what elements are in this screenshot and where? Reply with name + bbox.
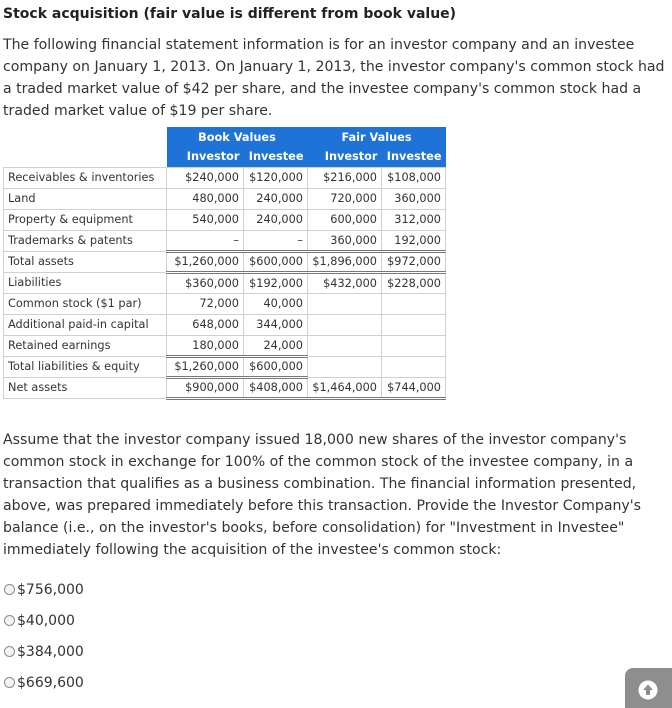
cell-fair-investee: [382, 314, 446, 335]
table-row: [4, 377, 446, 398]
choice-label: $669,600: [17, 674, 84, 691]
cell-book-investor: $900,000: [167, 377, 244, 398]
row-label: Common stock ($1 par): [4, 293, 167, 314]
column-header-book-investee: Investee: [244, 147, 308, 167]
choice-label: $40,000: [17, 612, 75, 629]
cell-fair-investor: $1,464,000: [308, 377, 382, 398]
cell-fair-investor: 600,000: [308, 209, 382, 230]
cell-book-investee: $192,000: [244, 272, 308, 293]
table-row: [4, 356, 446, 377]
cell-fair-investee: 312,000: [382, 209, 446, 230]
cell-fair-investor: 720,000: [308, 188, 382, 209]
cell-book-investee: $408,000: [244, 377, 308, 398]
cell-fair-investee: $108,000: [382, 167, 446, 188]
cell-book-investor: –: [167, 230, 244, 251]
cell-book-investee: 240,000: [244, 209, 308, 230]
row-label: Retained earnings: [4, 335, 167, 356]
book-values-header: Book Values: [167, 127, 308, 147]
row-label: Land: [4, 188, 167, 209]
cell-book-investor: 540,000: [167, 209, 244, 230]
radio-button[interactable]: [4, 584, 15, 595]
arrow-up-circle-icon: [638, 680, 658, 700]
problem-title: Stock acquisition (fair value is different from book value): [3, 6, 457, 22]
choice-label: $384,000: [17, 643, 84, 660]
cell-book-investor: $360,000: [167, 272, 244, 293]
cell-fair-investor: 360,000: [308, 230, 382, 251]
choice-option-2[interactable]: [4, 605, 84, 636]
cell-fair-investor: $1,896,000: [308, 251, 382, 272]
cell-fair-investor: [308, 335, 382, 356]
header-blank-cell: [4, 147, 167, 167]
cell-book-investor: 648,000: [167, 314, 244, 335]
cell-book-investee: 240,000: [244, 188, 308, 209]
radio-button[interactable]: [4, 615, 15, 626]
table-row: [4, 188, 446, 209]
row-label: Total assets: [4, 251, 167, 272]
cell-book-investor: $1,260,000: [167, 251, 244, 272]
table-group-header-row: [4, 127, 446, 147]
row-label: Property & equipment: [4, 209, 167, 230]
table-row: [4, 272, 446, 293]
cell-fair-investee: [382, 293, 446, 314]
table-row: [4, 314, 446, 335]
row-label: Additional paid-in capital: [4, 314, 167, 335]
cell-book-investor: 180,000: [167, 335, 244, 356]
table-row: [4, 209, 446, 230]
question-text: Assume that the investor company issued 18,000 new shares of the investor company's common stock in exchange for 100% of the common stock of the investee company, in a transaction that qualifies as a business combination. The financial information presented, above, was prepared immediately before this transaction. Provide the Investor Company's balance (i.e., on the investor's books, before consolidation) for "Investment in Investee" immediately following the acquisition of the investee's common stock:: [3, 432, 641, 558]
cell-fair-investee: $744,000: [382, 377, 446, 398]
row-label: Liabilities: [4, 272, 167, 293]
cell-fair-investor: $216,000: [308, 167, 382, 188]
cell-book-investee: $600,000: [244, 251, 308, 272]
cell-fair-investee: 360,000: [382, 188, 446, 209]
cell-fair-investee: 192,000: [382, 230, 446, 251]
table-row: [4, 230, 446, 251]
cell-fair-investee: [382, 356, 446, 377]
choice-label: $756,000: [17, 581, 84, 598]
cell-book-investee: –: [244, 230, 308, 251]
cell-book-investor: $240,000: [167, 167, 244, 188]
radio-button[interactable]: [4, 677, 15, 688]
choice-option-3[interactable]: [4, 636, 84, 667]
cell-fair-investor: [308, 293, 382, 314]
column-header-fair-investor: Investor: [308, 147, 382, 167]
cell-book-investee: 40,000: [244, 293, 308, 314]
row-label: Receivables & inventories: [4, 167, 167, 188]
cell-book-investee: 344,000: [244, 314, 308, 335]
cell-fair-investor: $432,000: [308, 272, 382, 293]
header-blank-cell: [4, 127, 167, 147]
row-label: Net assets: [4, 377, 167, 398]
table-row: [4, 293, 446, 314]
table-column-header-row: [4, 147, 446, 167]
financial-table: [3, 127, 446, 400]
choice-option-4[interactable]: [4, 667, 84, 698]
answer-choices: [4, 574, 84, 698]
cell-fair-investee: $228,000: [382, 272, 446, 293]
table-row: [4, 335, 446, 356]
fair-values-header: Fair Values: [308, 127, 446, 147]
cell-fair-investor: [308, 314, 382, 335]
cell-fair-investee: [382, 335, 446, 356]
cell-fair-investor: [308, 356, 382, 377]
cell-book-investor: 72,000: [167, 293, 244, 314]
row-label: Trademarks & patents: [4, 230, 167, 251]
table-row: [4, 251, 446, 272]
scroll-to-top-button[interactable]: [625, 668, 672, 708]
table-row: [4, 167, 446, 188]
intro-text: The following financial statement information is for an investor company and an investee company on January 1, 2013. On January 1, 2013, the investor company's common stock had a traded market value of $42 per share, and the investee company's common stock had a traded market value of $19 per share.: [3, 37, 665, 119]
choice-option-1[interactable]: [4, 574, 84, 605]
row-label: Total liabilities & equity: [4, 356, 167, 377]
cell-book-investee: $600,000: [244, 356, 308, 377]
column-header-book-investor: Investor: [167, 147, 244, 167]
column-header-fair-investee: Investee: [382, 147, 446, 167]
cell-book-investee: 24,000: [244, 335, 308, 356]
radio-button[interactable]: [4, 646, 15, 657]
cell-book-investor: 480,000: [167, 188, 244, 209]
cell-book-investee: $120,000: [244, 167, 308, 188]
cell-book-investor: $1,260,000: [167, 356, 244, 377]
cell-fair-investee: $972,000: [382, 251, 446, 272]
